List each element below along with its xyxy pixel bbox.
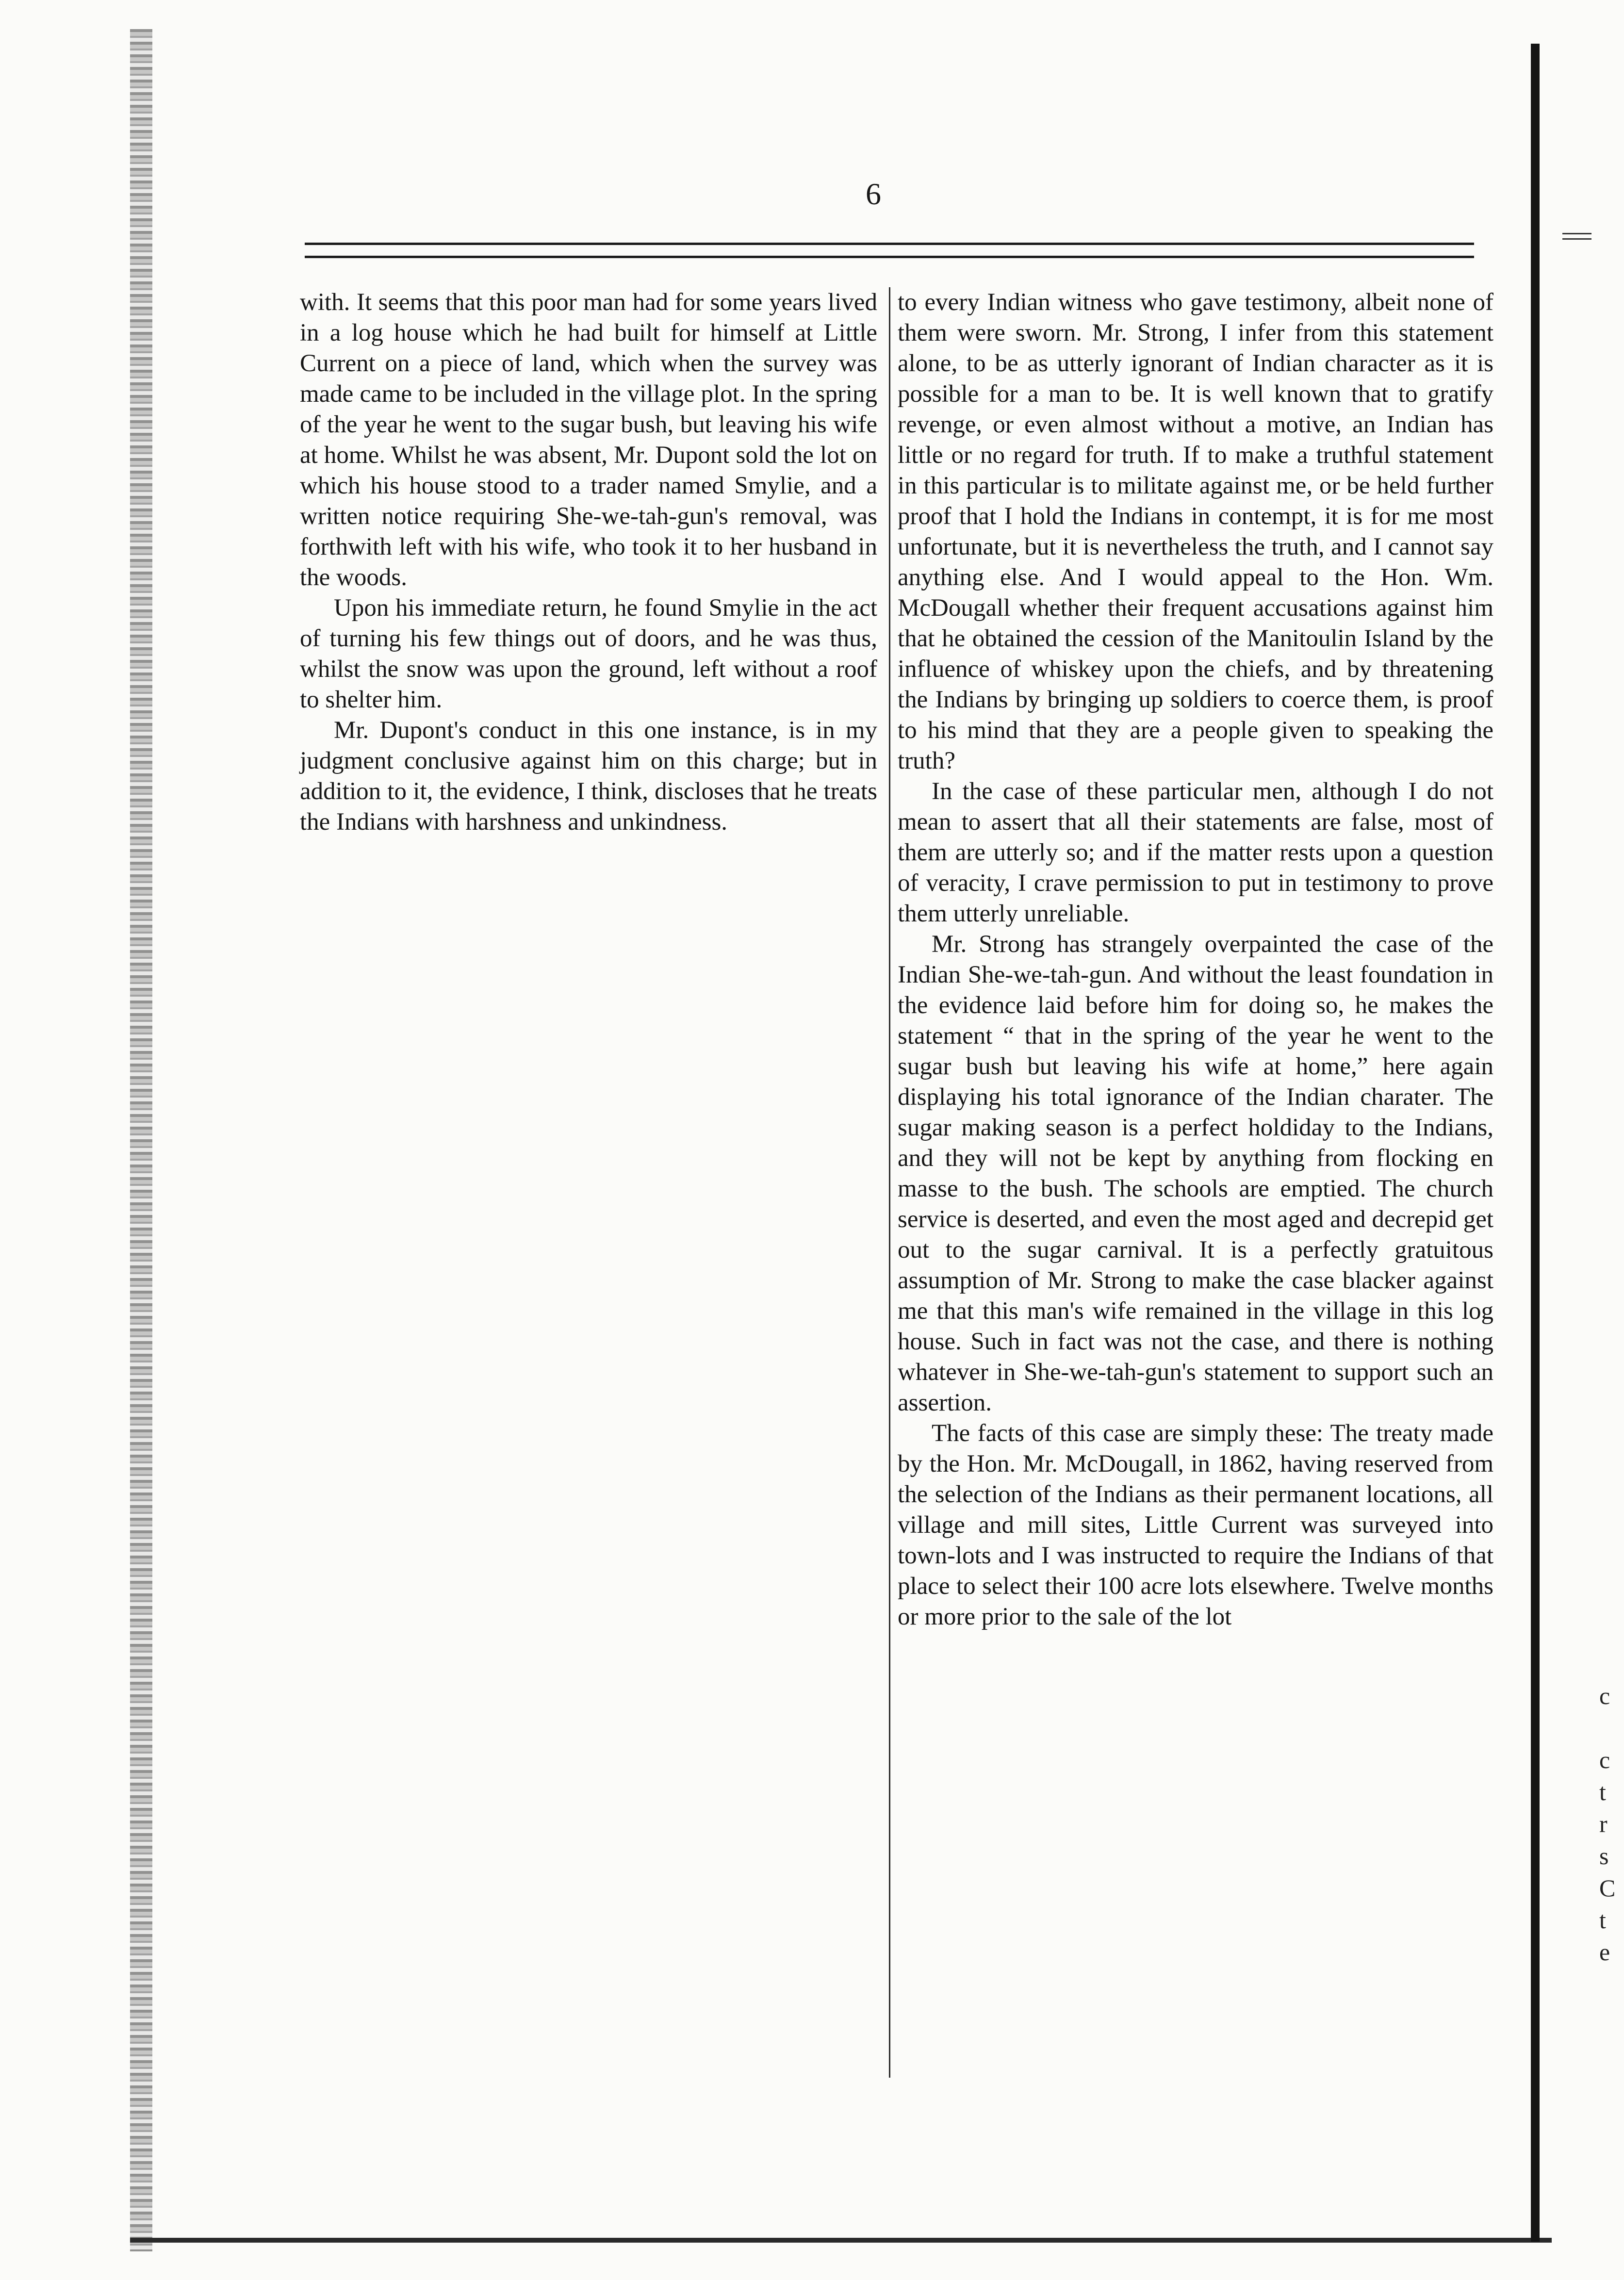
page-number: 6 [866,177,881,211]
adjacent-page-rule [1562,233,1591,240]
right-column [898,287,1493,1632]
margin-fragment: t [1599,1906,1606,1934]
margin-fragment: c [1599,1746,1610,1773]
paragraph: In the case of these particular men, although I do not mean to assert that all their statements are false, most of them are utterly so; and if the matter rests upon a question of veracity, I crave permission to put in testimony to prove them utterly unreliable. [898,778,1493,927]
paragraph: Upon his immediate return, he found Smylie in the act of turning his few things out of doors, and he was thus, whilst the snow was upon the ground, left without a roof to shelter him. [300,594,877,713]
paragraph: The facts of this case are simply these: The treaty made by the Hon. Mr. McDougall, in 1862, having reserved from the selection of the Indians as their permanent locations, all village and mill sites, Little Current was surveyed into town-lots and I was instructed to require the Indians of that place to select their 100 acre lots elsewhere. Twelve months or more prior to the sale of the lot [898,1420,1493,1630]
margin-fragment: t [1599,1778,1606,1805]
margin-fragment: e [1599,1938,1610,1966]
margin-fragment: C [1599,1874,1616,1902]
header-double-rule [305,243,1474,258]
paragraph: Mr. Strong has strangely overpainted the case of the Indian She-we-tah-gun. And without the least foundation in the evidence laid before him for doing so, he makes the statement “ that in the spring of the year he went to the sugar bush but leaving his wife at home,” here again displaying his total ignorance of the Indian charater. The sugar making season is a perfect holdiday to the Indians, and they will not be kept by anything from flocking en masse to the bush. The schools are emptied. The church service is deserted, and even the most aged and decrepid get out to the sugar carnival. It is a perfectly gratuitous assumption of Mr. Strong to make the case blacker against me that this man's wife remained in the village in this log house. Such in fact was not the case, and there is nothing whatever in She-we-tah-gun's statement to support such an assertion. [898,931,1493,1416]
left-column [300,287,877,837]
margin-fragment: s [1599,1842,1609,1870]
page-binding-edge [130,29,152,2251]
margin-fragment: r [1599,1810,1608,1837]
adjacent-page-fragments [1599,1680,1619,1968]
page-bottom-edge [130,2238,1552,2243]
paragraph: to every Indian witness who gave testimony, albeit none of them were sworn. Mr. Strong, I infer from this statement alone, to be as utterly ignorant of Indian character as it is possible for a man to be. It is well known that to gratify revenge, or even almost without a motive, an Indian has little or no regard for truth. If to make a truthful statement in this particular is to militate against me, or be held further proof that I hold the Indians in contempt, it is for me most unfortunate, but it is nevertheless the truth, and I cannot say anything else. And I would appeal to the Hon. Wm. McDougall whether their frequent accusations against him that he obtained the cession of the Manitoulin Island by the influence of whiskey upon the chiefs, and by threatening the Indians by bringing up soldiers to coerce them, is proof to his mind that they are a people given to speaking the truth? [898,289,1493,774]
page-right-border [1531,44,1540,2242]
paragraph: Mr. Dupont's conduct in this one instance, is in my judgment conclusive against him on this charge; but in addition to it, the evidence, I think, discloses that he treats the Indians with harshness and unkindness. [300,717,877,836]
column-divider [889,287,890,2078]
margin-fragment: c [1599,1682,1610,1709]
paragraph: with. It seems that this poor man had for some years lived in a log house which he had built for himself at Little Current on a piece of land, which when the survey was made came to be included in the village plot. In the spring of the year he went to the sugar bush, but leaving his wife at home. Whilst he was absent, Mr. Dupont sold the lot on which his house stood to a trader named Smylie, and a written notice requiring She-we-tah-gun's removal, was forthwith left with his wife, who took it to her husband in the woods. [300,289,877,591]
